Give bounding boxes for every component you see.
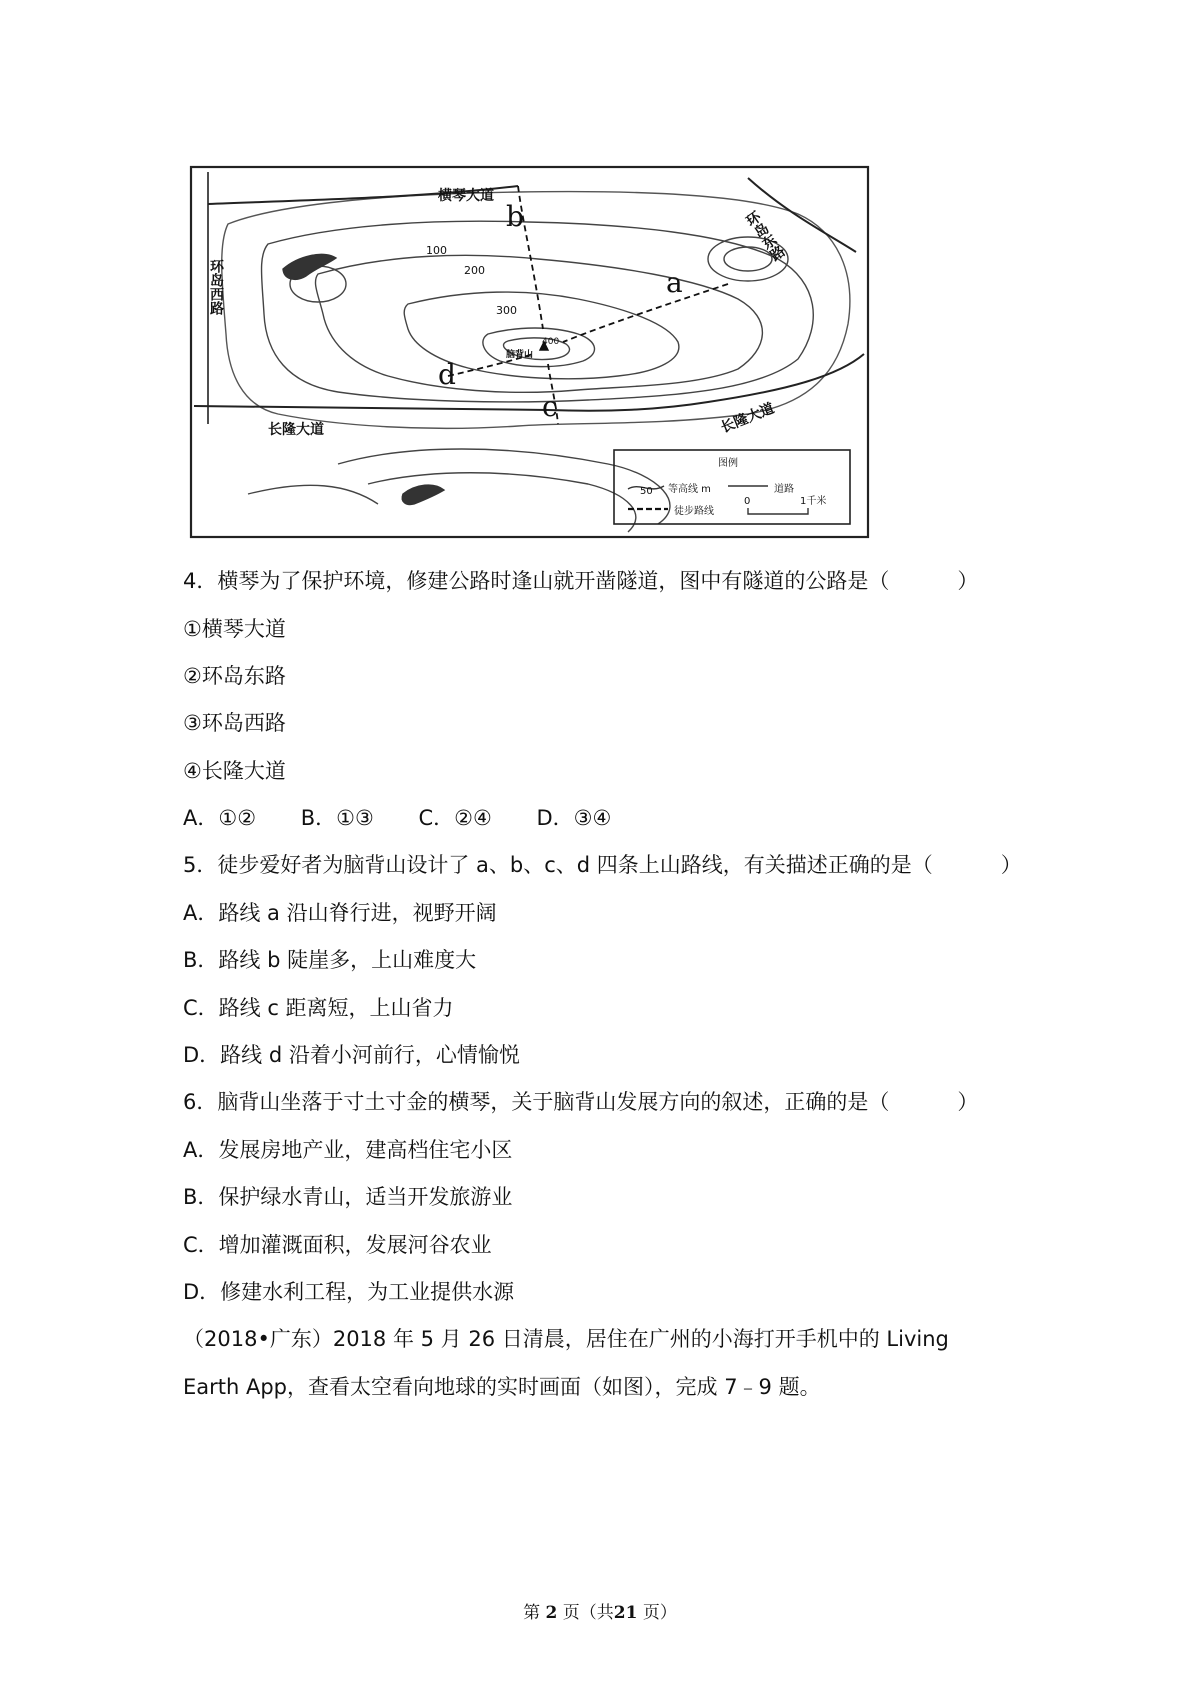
q5-option-d: D．路线 d 沿着小河前行，心情愉悦	[183, 1043, 520, 1067]
contour-label-400: 400	[542, 337, 560, 347]
q4-option-c: C．②④	[418, 806, 492, 830]
route-label-a: a	[666, 266, 683, 299]
q4-item-1: ①横琴大道	[183, 617, 286, 641]
label-hengqin-avenue: 横琴大道	[438, 188, 494, 204]
q4-stem	[183, 566, 978, 596]
label-west-ring-road: 环岛西路	[208, 259, 224, 315]
footer-page-number: 2	[545, 1603, 558, 1623]
contour-label-300: 300	[496, 304, 517, 317]
q5-stem-close: ）	[1000, 853, 1022, 877]
q4-stem-text: 4．横琴为了保护环境，修建公路时逢山就开凿隧道，图中有隧道的公路是（	[183, 569, 890, 593]
legend-scale-bar	[748, 508, 808, 514]
route-label-b: b	[506, 200, 524, 233]
q4-item-2: ②环岛东路	[183, 664, 286, 688]
contour-100	[262, 221, 814, 402]
contour-200	[315, 255, 762, 392]
contour-map	[188, 164, 872, 540]
q4-option-a: A．①②	[183, 806, 257, 830]
q6-stem-close: ）	[957, 1090, 979, 1114]
q5-stem-text: 5．徒步爱好者为脑背山设计了 a、b、c、d 四条上山路线，有关描述正确的是（	[183, 853, 933, 877]
contour-label-200: 200	[464, 264, 485, 277]
q4-option-d: D．③④	[536, 806, 612, 830]
q6-option-b: B．保护绿水青山，适当开发旅游业	[183, 1185, 513, 1209]
route-label-c: c	[542, 390, 558, 423]
route-a	[563, 284, 728, 342]
q5-option-b: B．路线 b 陡崖多，上山难度大	[183, 948, 477, 972]
footer-middle: 页（共	[562, 1603, 614, 1623]
label-changlong-avenue-right: 长隆大道	[718, 400, 777, 437]
reservoir-south	[402, 485, 444, 504]
q5-stem	[183, 850, 1022, 880]
q4-option-b: B．①③	[300, 806, 374, 830]
label-east-ring-road: 环岛东路	[741, 208, 788, 264]
q4-options	[183, 803, 611, 833]
footer-prefix: 第	[523, 1603, 541, 1623]
q6-stem-text: 6．脑背山坐落于寸土寸金的横琴，关于脑背山发展方向的叙述，正确的是（	[183, 1090, 890, 1114]
label-peak: 脑背山	[506, 350, 534, 360]
legend-scale-one: 1千米	[800, 496, 827, 507]
contour-400	[483, 328, 595, 367]
q4-item-3: ③环岛西路	[183, 711, 286, 735]
legend-road-text: 道路	[774, 484, 794, 495]
contour-south-3	[248, 485, 378, 504]
legend-contour-text: 等高线 m	[668, 484, 711, 495]
q6-option-a: A．发展房地产业，建高档住宅小区	[183, 1138, 513, 1162]
q5-option-a: A．路线 a 沿山脊行进，视野开阔	[183, 901, 497, 925]
q5-option-c: C．路线 c 距离短，上山省力	[183, 996, 454, 1020]
label-changlong-avenue-left: 长隆大道	[268, 422, 324, 438]
legend-route-text: 徒步路线	[674, 506, 714, 517]
q4-item-4: ④长隆大道	[183, 759, 286, 783]
contour-label-100: 100	[426, 244, 447, 257]
route-label-d: d	[438, 358, 456, 391]
q6-option-d: D．修建水利工程，为工业提供水源	[183, 1280, 515, 1304]
q4-stem-close: ）	[957, 569, 979, 593]
legend-title: 图例	[718, 458, 738, 469]
footer-total-pages: 21	[613, 1603, 638, 1623]
page-footer	[0, 1598, 1200, 1623]
legend-contour-value: 50	[640, 486, 653, 497]
legend-scale-zero: 0	[744, 496, 751, 507]
contour-south-1	[338, 449, 670, 524]
q6-stem	[183, 1087, 978, 1117]
intro-line-2: Earth App，查看太空看向地球的实时画面（如图），完成 7﹣9 题。	[183, 1375, 821, 1399]
footer-suffix: 页）	[642, 1603, 677, 1623]
q6-option-c: C．增加灌溉面积，发展河谷农业	[183, 1233, 492, 1257]
intro-line-1: （2018•广东）2018 年 5 月 26 日清晨，居住在广州的小海打开手机中的 Living	[183, 1327, 949, 1351]
